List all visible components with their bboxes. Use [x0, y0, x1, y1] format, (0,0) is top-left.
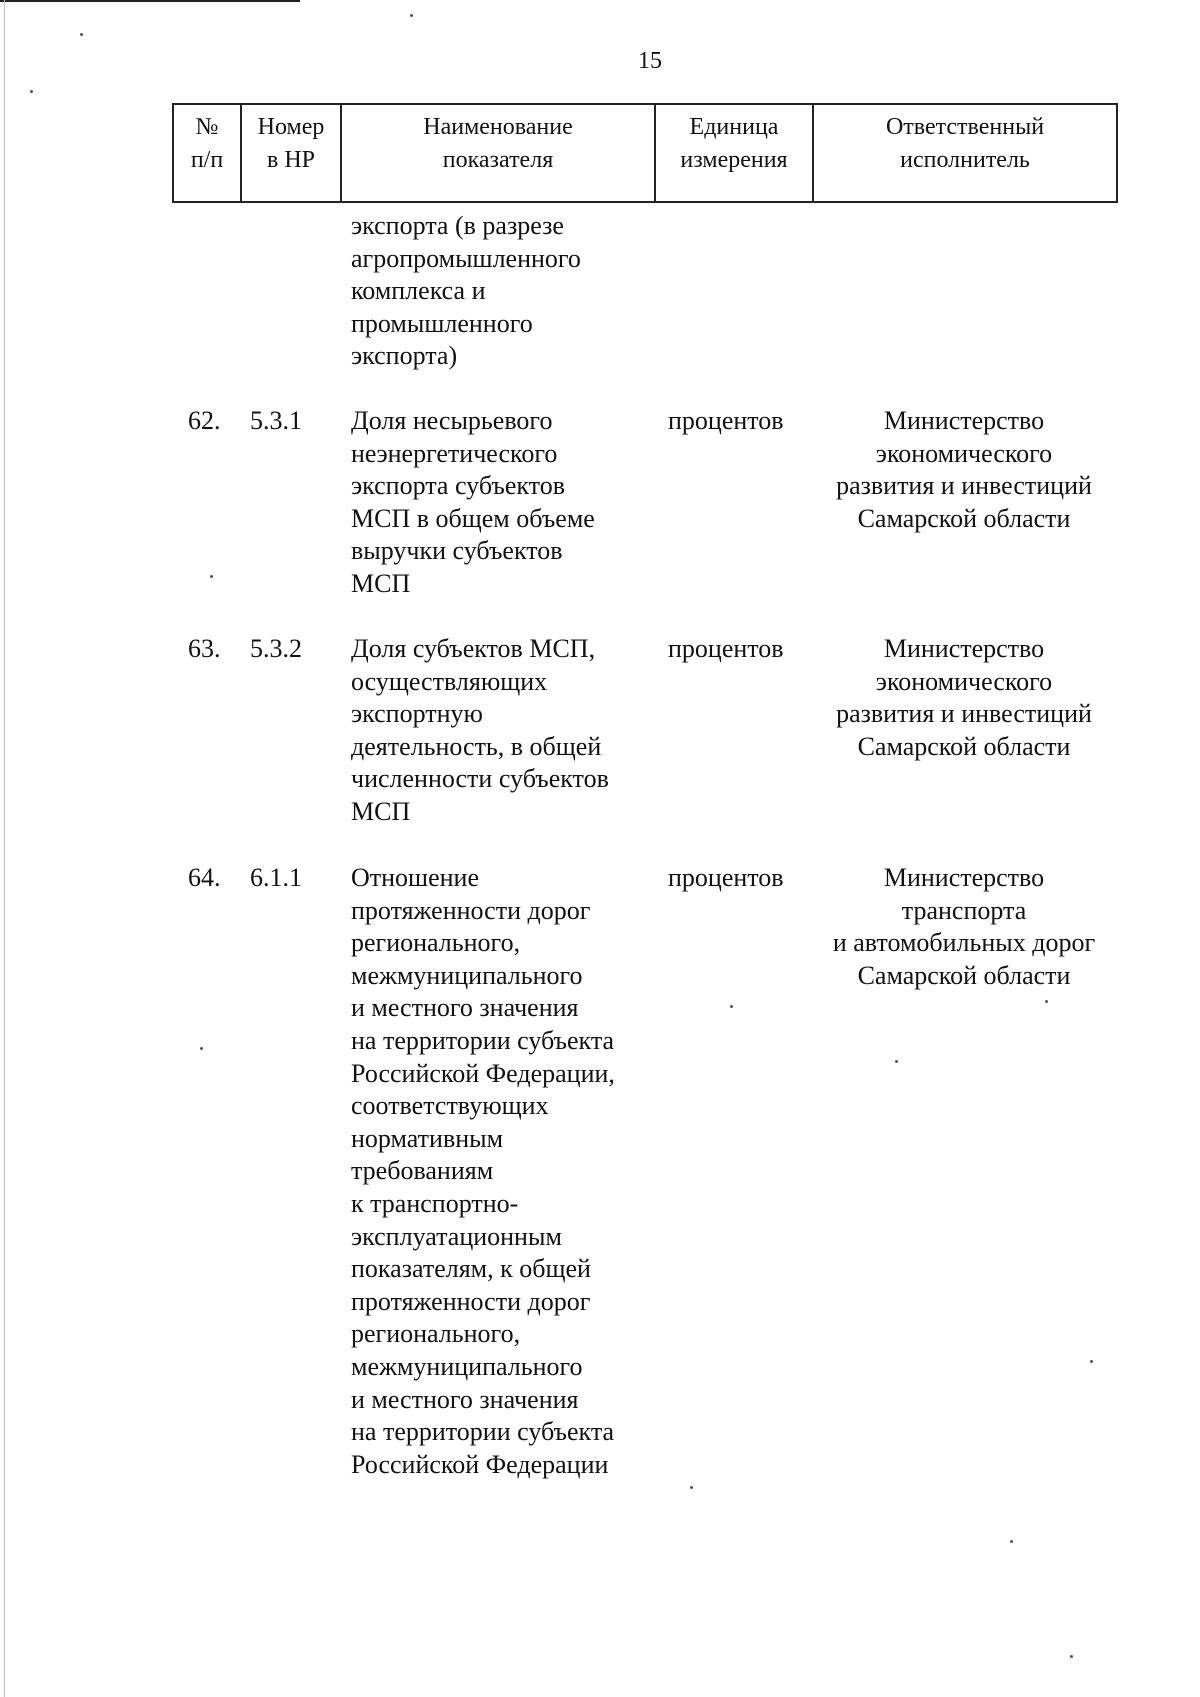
row-code: 5.3.1 [250, 406, 302, 435]
row-responsible: Министерство экономического развития и инвестиций Самарской области [836, 406, 1092, 533]
scan-speck [1070, 1655, 1073, 1658]
scan-speck [30, 90, 33, 93]
row-responsible: Министерство транспорта и автомобильных дорог Самарской области [832, 863, 1096, 990]
page-number: 15 [638, 48, 662, 74]
row-unit: процентов [668, 406, 784, 435]
scan-speck [200, 1047, 203, 1050]
row-responsible: Министерство экономического развития и инвестиций Самарской области [836, 634, 1092, 761]
header-cell-unit: Единица измерения [654, 105, 812, 201]
scan-speck [1090, 1360, 1093, 1363]
top-border-line [0, 0, 300, 2]
scan-speck [1010, 1540, 1013, 1543]
row-unit: процентов [668, 634, 784, 663]
row-number: 64. [188, 863, 221, 892]
header-cell-responsible: Ответственный исполнитель [812, 105, 1116, 201]
continued-indicator-name: экспорта (в разрезе агропромышленного комплекса и промышленного экспорта) [351, 211, 581, 371]
scan-speck [80, 33, 83, 36]
row-code: 6.1.1 [250, 863, 302, 892]
scan-speck [1045, 1000, 1048, 1003]
scan-speck [410, 14, 413, 17]
scan-speck [730, 1005, 733, 1008]
row-number: 62. [188, 406, 221, 435]
row-indicator-name: Отношение протяженности дорог регионального, межмуниципального и местного значения на территории субъекта Российской Федерации, соответствующих нормативным требованиям к транспортно- эксплуатационным показателям, к общей протяженности дорог регионального, межмуниципального и местного значения на территории субъекта Российской Федерации [351, 863, 615, 1479]
header-cell-num: № п/п [190, 114, 224, 173]
scan-speck [210, 575, 213, 578]
row-number: 63. [188, 634, 221, 663]
scan-speck [690, 1486, 693, 1489]
left-margin-line [4, 0, 5, 1697]
row-unit: процентов [668, 863, 784, 892]
row-indicator-name: Доля субъектов МСП, осуществляющих экспортную деятельность, в общей численности субъектов МСП [351, 634, 609, 826]
row-code: 5.3.2 [250, 634, 302, 663]
header-cell-name: Наименование показателя [340, 105, 654, 201]
row-indicator-name: Доля несырьевого неэнергетического экспорта субъектов МСП в общем объеме выручки субъектов МСП [351, 406, 595, 598]
scan-speck [895, 1060, 898, 1063]
header-cell-code: Номер в НР [240, 105, 340, 201]
table-header [172, 103, 1118, 203]
